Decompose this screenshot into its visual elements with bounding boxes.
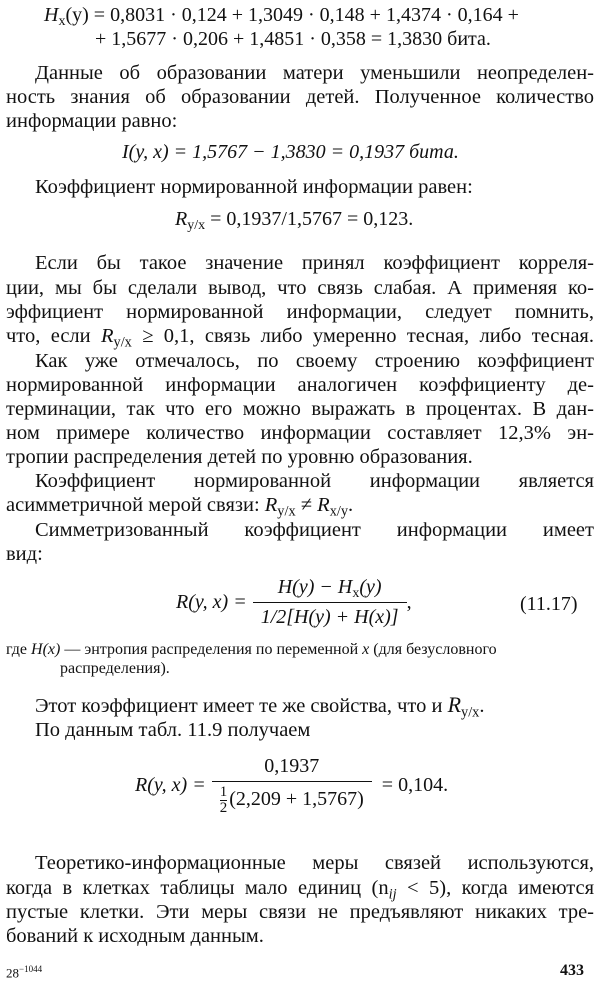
eq-1117-num-text: H(y) − H <box>277 576 353 598</box>
paragraph-3-line-1: Как уже отмечалось, по своему строению коэффициент <box>35 350 594 372</box>
eq-r-subscript: y/x <box>187 218 206 234</box>
eq-calc-lhs: R(y, x) = <box>135 774 206 796</box>
p4-symbol-2: R <box>317 494 330 516</box>
footer-signature <box>6 964 42 981</box>
equation-ryx <box>175 208 414 234</box>
p6-end: . <box>479 695 485 717</box>
paragraph-1-line-3: информации равно: <box>6 110 178 132</box>
p4-end: . <box>348 494 354 516</box>
note-line-2: распределения). <box>60 660 170 677</box>
paragraph-2-line-3: эффициент нормированной информации, следует помнить, <box>6 301 594 323</box>
eq-1117-fraction <box>253 576 407 629</box>
eq-calc-half-den: 2 <box>219 800 228 816</box>
eq-1117-lhs: R(y, x) = <box>176 591 247 613</box>
p6-symbol: R <box>447 692 462 717</box>
paragraph-7-line-4: бований к исходным данным. <box>6 925 264 947</box>
equation-number-11-17: (11.17) <box>520 593 578 615</box>
footer-signature-sup: −1044 <box>19 964 43 974</box>
note-line-1 <box>6 640 497 660</box>
note-text-a: где <box>6 641 32 658</box>
paragraph-5-line-1: Симметризованный коэффициент информации имеет <box>35 519 594 541</box>
paragraph-6-line-1 <box>35 693 594 719</box>
p4-subscript-2: x/y <box>329 503 349 520</box>
eq-calc-denominator <box>212 781 372 816</box>
p6-l1-text: Этот коэффициент имеет те же свойства, что и <box>35 695 448 717</box>
paragraph-3-line-5: тропии распределения детей по уровню образования. <box>6 446 473 468</box>
eq-hx-terms: 0,8031 · 0,124 + 1,3049 · 0,148 + 1,4374 · 0,164 + <box>110 4 519 26</box>
p2-l4-text-b: ≥ 0,1, связь либо умеренно тесная, либо тесная. <box>131 325 594 347</box>
eq-1117-denominator: 1/2[H(y) + H(x)] <box>253 602 407 629</box>
p6-subscript: y/x <box>461 704 480 721</box>
eq-1117-comma: , <box>406 591 412 613</box>
p2-l4-text-a: что, если <box>6 325 101 347</box>
paragraph-4-line-1: Коэффициент нормированной информации является <box>35 470 594 492</box>
eq-calc-result: = 0,104. <box>381 774 449 796</box>
paragraph-2-line-2: ции, мы бы сделали вывод, что связь слабая. А применяя ко- <box>6 277 594 299</box>
paragraph-7-line-3: пустые клетки. Эти меры связи не предъявляют никаких тре- <box>6 901 594 923</box>
note-text-b: — энтропия распределения по переменной <box>60 641 363 658</box>
eq-hx-subscript: x <box>58 14 66 30</box>
eq-calc-half <box>220 785 228 816</box>
paragraph-2-line-1: Если бы такое значение принял коэффициент корреля- <box>35 252 594 274</box>
p2-l4-symbol: R <box>100 325 114 347</box>
p7-l2-text-a: когда в клетках таблицы мало единиц (n <box>6 877 389 899</box>
p4-symbol-1: R <box>264 494 278 516</box>
p2-l4-subscript: y/x <box>113 334 132 351</box>
p7-l2-text-b: < 5), когда имеются <box>396 877 595 899</box>
eq-r-rhs: = 0,1937/1,5767 = 0,123. <box>205 208 414 230</box>
eq-r-symbol: R <box>175 208 188 230</box>
eq-calc-half-num: 1 <box>219 784 228 800</box>
p4-neq: ≠ <box>295 494 318 516</box>
p4-subscript-1: y/x <box>277 503 296 520</box>
eq-calc-numerator: 0,1937 <box>264 755 320 777</box>
paragraph-3-line-3: терминации, так что его можно выражать в процентах. В дан- <box>6 398 594 420</box>
note-symbol: H(x) <box>31 641 61 658</box>
note-text-c: (для безусловного <box>369 641 497 658</box>
equation-hx-line2: + 1,5677 · 0,206 + 1,4851 · 0,358 = 1,3830 бита. <box>95 28 491 50</box>
eq-calc-fraction <box>212 755 372 816</box>
eq-calc-den-text: (2,209 + 1,5767) <box>229 788 364 811</box>
note-variable: x <box>362 641 370 658</box>
paragraph-1-line-1: Данные об образовании матери уменьшили неопределен- <box>35 62 594 84</box>
paragraph-7-line-2 <box>6 876 594 901</box>
paragraph-3-line-2: нормированной информации аналогичен коэффициенту де- <box>6 374 594 396</box>
equation-calculation <box>135 755 448 816</box>
footer-signature-number: 28 <box>6 965 19 981</box>
eq-1117-numerator <box>270 576 390 602</box>
p7-l2-subscript: ij <box>388 886 397 903</box>
eq-1117-num-sub: x <box>352 586 360 602</box>
paragraph-7-line-1: Теоретико-информационные меры связей используются, <box>35 852 594 874</box>
equation-11-17 <box>176 576 412 629</box>
coefficient-heading-line: Коэффициент нормированной информации равен: <box>35 176 473 198</box>
paragraph-1-line-2: ность знания об образовании детей. Полученное количество <box>6 86 594 108</box>
paragraph-4-line-2 <box>6 493 594 518</box>
eq-hx-symbol: H <box>44 4 59 26</box>
paragraph-3-line-4: ном примере количество информации составляет 12,3% эн- <box>6 422 594 444</box>
eq-hx-arg: (y) = <box>65 4 111 26</box>
paragraph-5-line-2: вид: <box>6 543 43 565</box>
equation-hx-line1 <box>44 4 519 30</box>
page-number: 433 <box>560 962 584 979</box>
p4-l2-text: асимметричной мерой связи: <box>6 494 265 516</box>
paragraph-2-line-4 <box>6 324 594 349</box>
eq-1117-num-end: (y) <box>359 576 382 598</box>
paragraph-6-line-2: По данным табл. 11.9 получаем <box>35 719 311 741</box>
equation-information: I(y, x) = 1,5767 − 1,3830 = 0,1937 бита. <box>122 141 459 163</box>
